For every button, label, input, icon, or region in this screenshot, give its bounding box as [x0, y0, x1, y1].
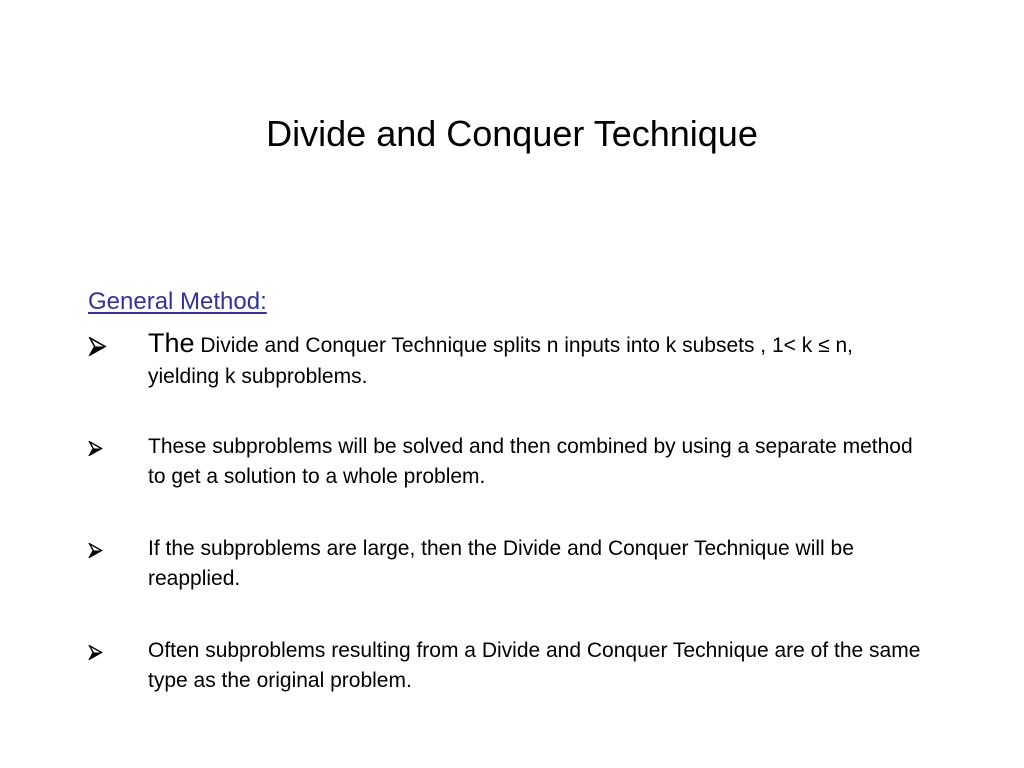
arrowhead-bullet-icon — [88, 337, 108, 357]
bullet-text: Often subproblems resulting from a Divide and Conquer Technique are of the same type as the original problem. — [148, 639, 921, 692]
arrowhead-bullet-icon — [88, 645, 108, 665]
bullet-list — [88, 328, 928, 696]
section-heading: General Method: — [88, 288, 267, 315]
bullet-item — [88, 328, 928, 392]
arrowhead-bullet-icon — [88, 543, 108, 563]
bullet-text: These subproblems will be solved and then combined by using a separate method to get a solution to a whole problem. — [148, 435, 913, 488]
bullet-item — [88, 432, 928, 492]
bullet-item — [88, 534, 928, 594]
arrowhead-bullet-icon — [88, 441, 108, 461]
slide-title: Divide and Conquer Technique — [266, 113, 758, 154]
bullet-item — [88, 636, 928, 696]
bullet-lead-word: The — [148, 328, 195, 358]
bullet-text: Divide and Conquer Technique splits n inputs into k subsets , 1< k ≤ n, yielding k subproblems. — [148, 334, 853, 388]
bullet-text: If the subproblems are large, then the Divide and Conquer Technique will be reapplied. — [148, 537, 854, 590]
